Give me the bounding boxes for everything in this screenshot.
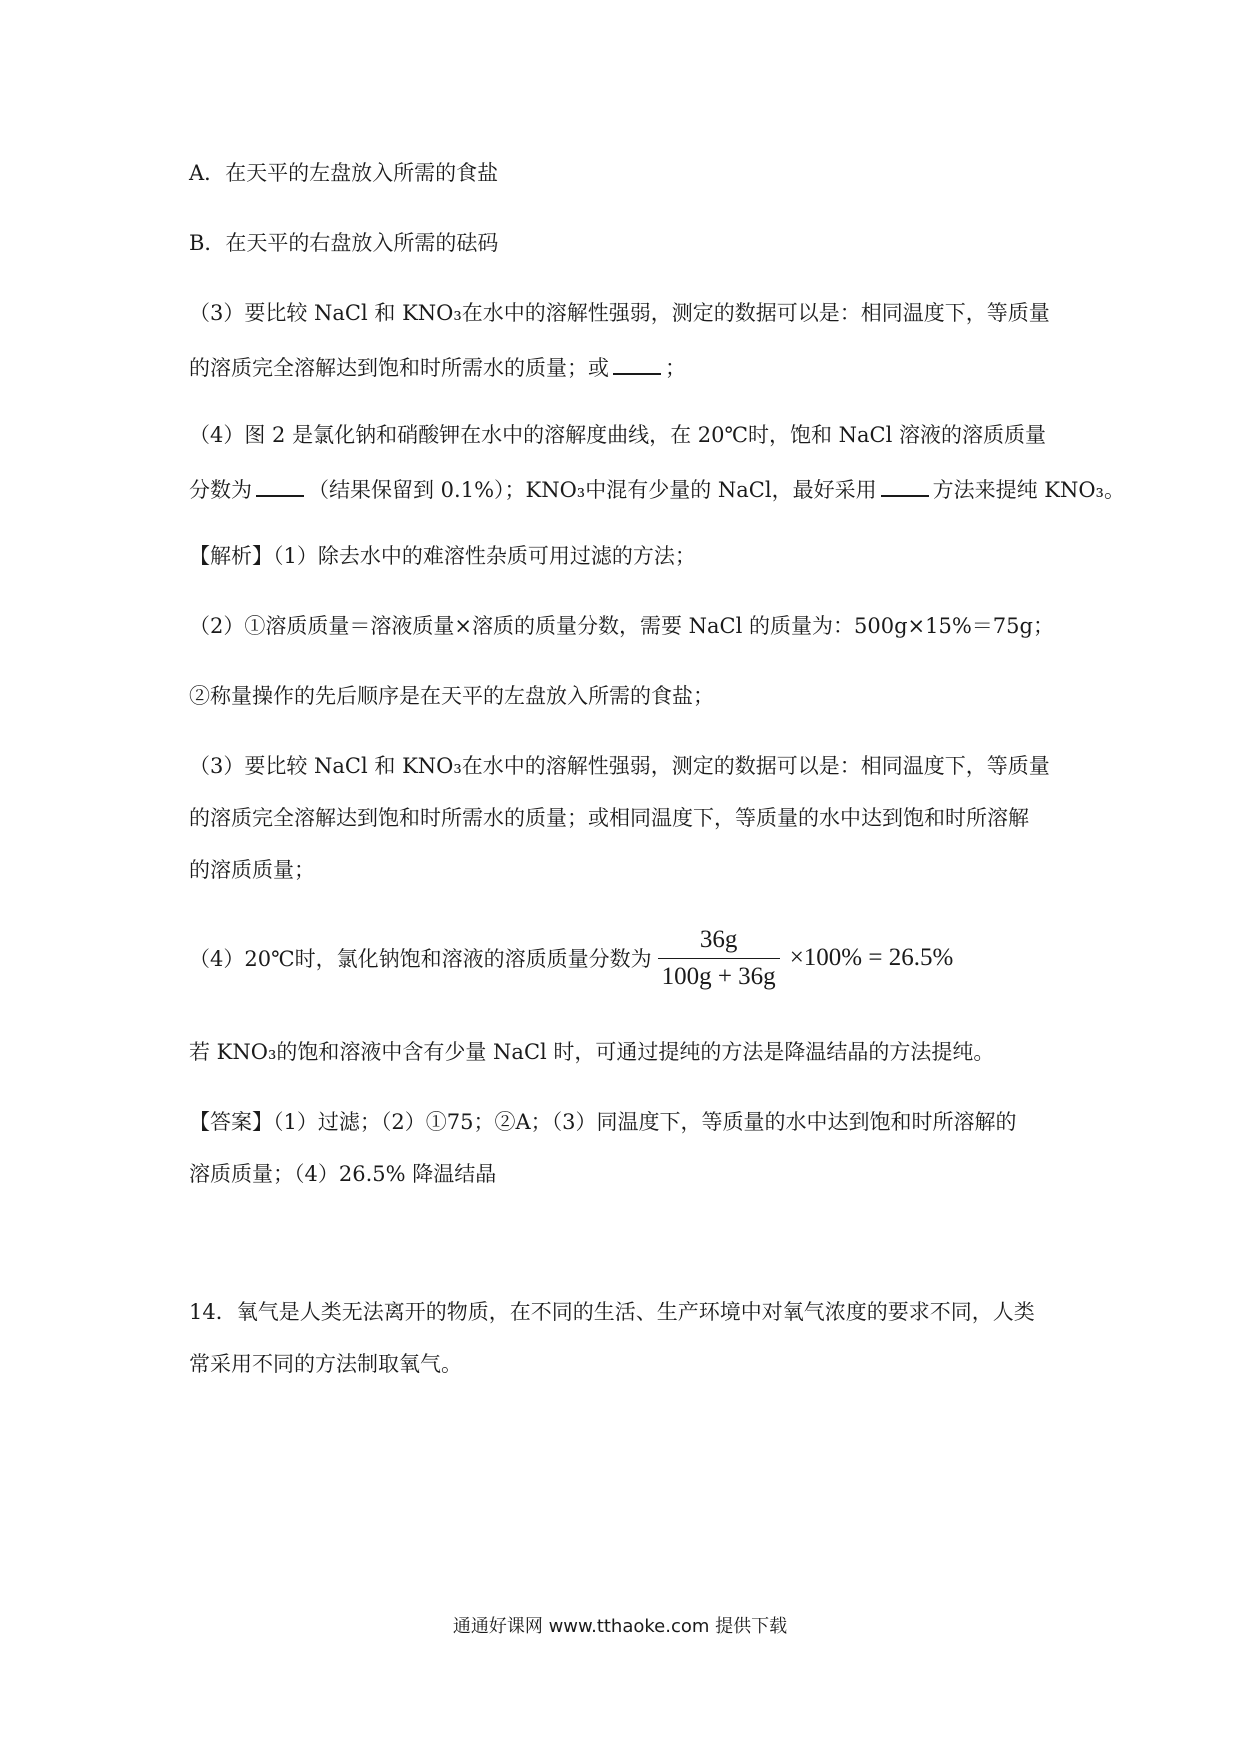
- q13-part3-line2: [189, 355, 686, 379]
- q13-part4-line2: [189, 477, 1125, 501]
- answer-blank: [613, 355, 661, 375]
- q14-line1: 14．氧气是人类无法离开的物质，在不同的生活、生产环境中对氧气浓度的要求不同，人类: [189, 1300, 1035, 1324]
- analysis-line3: ②称量操作的先后顺序是在天平的左盘放入所需的食盐；: [189, 684, 714, 708]
- answer-line1-text: （1）过滤；（2）①75；②A；（3）同温度下，等质量的水中达到饱和时所溶解的: [273, 1110, 1017, 1134]
- q13-part3-line2-text: 的溶质完全溶解达到饱和时所需水的质量；或: [189, 356, 609, 380]
- q13-part4-line2-a: 分数为: [189, 478, 252, 502]
- answer-blank: [881, 477, 929, 497]
- formula-result: ×100% = 26.5%: [789, 944, 954, 971]
- analysis-line1-text: （1）除去水中的难溶性杂质可用过滤的方法；: [273, 544, 696, 568]
- q13-part3-line2-end: ；: [665, 356, 686, 380]
- answer-line2: 溶质质量；（4）26.5% 降温结晶: [189, 1162, 497, 1186]
- analysis-line1: [189, 546, 696, 567]
- analysis-line4: （3）要比较 NaCl 和 KNO₃在水中的溶解性强弱，测定的数据可以是：相同温度下，等质量: [189, 754, 1050, 778]
- formula-numerator: 36g: [699, 925, 738, 953]
- formula-denominator: 100g + 36g: [661, 962, 776, 990]
- answer-blank: [256, 477, 304, 497]
- answer-label: 【答案】: [189, 1110, 273, 1134]
- q13-part3-line1: （3）要比较 NaCl 和 KNO₃在水中的溶解性强弱，测定的数据可以是：相同温度下，等质量: [189, 301, 1050, 325]
- analysis-line7-text: （4）20℃时，氯化钠饱和溶液的溶质质量分数为: [189, 947, 652, 971]
- q14-line2: 常采用不同的方法制取氧气。: [189, 1352, 462, 1376]
- analysis-line6: 的溶质质量；: [189, 858, 315, 882]
- mass-fraction-formula: [658, 926, 780, 991]
- analysis-line8: 若 KNO₃的饱和溶液中含有少量 NaCl 时，可通过提纯的方法是降温结晶的方法提纯。: [189, 1040, 995, 1064]
- q13-part4-line1: （4）图 2 是氯化钠和硝酸钾在水中的溶解度曲线，在 20℃时，饱和 NaCl 溶液的溶质质量: [189, 423, 1046, 447]
- analysis-line5: 的溶质完全溶解达到饱和时所需水的质量；或相同温度下，等质量的水中达到饱和时所溶解: [189, 806, 1029, 830]
- option-b: B．在天平的右盘放入所需的砝码: [189, 231, 499, 255]
- analysis-label: 【解析】: [189, 544, 273, 568]
- analysis-line2: （2）①溶质质量＝溶液质量×溶质的质量分数，需要 NaCl 的质量为：500g×15%＝75g；: [189, 614, 1054, 638]
- option-a: A．在天平的左盘放入所需的食盐: [189, 161, 499, 185]
- q13-part4-line2-c: 方法来提纯 KNO₃。: [932, 478, 1125, 502]
- footer-source: 通通好课网 www.tthaoke.com 提供下载: [452, 1616, 788, 1637]
- analysis-formula-line: [189, 923, 953, 993]
- answer-line1: [189, 1112, 1016, 1133]
- q13-part4-line2-b: （结果保留到 0.1%）；KNO₃中混有少量的 NaCl，最好采用: [308, 478, 877, 502]
